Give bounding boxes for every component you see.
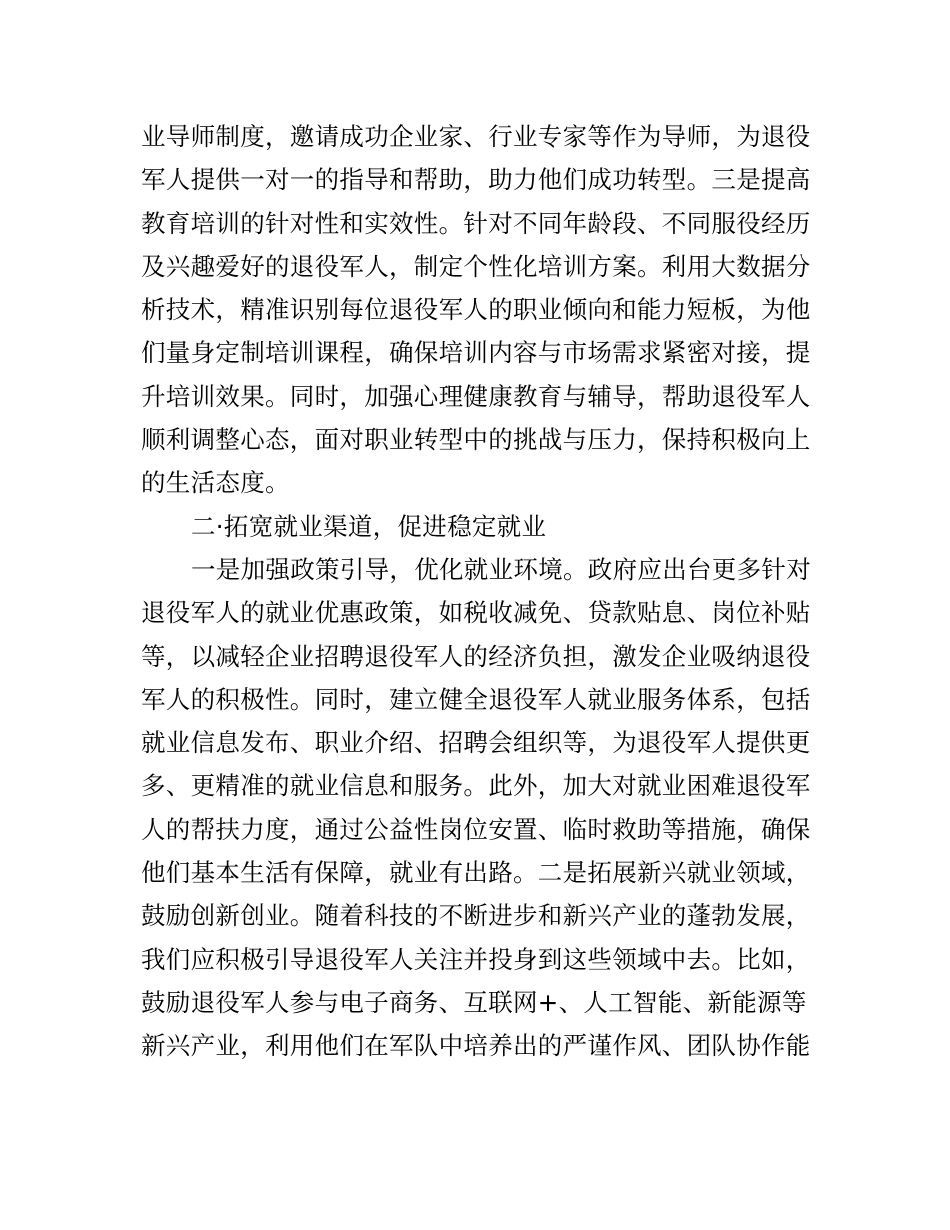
paragraph-line: 们量身定制培训课程，确保培训内容与市场需求紧密对接，提 [141,338,811,368]
paragraph-line: 我们应积极引导退役军人关注并投身到这些领域中去。比如， [141,944,811,974]
paragraph-line: 教育培训的针对性和实效性。针对不同年龄段、不同服役经历 [141,208,811,238]
paragraph-line: 就业信息发布、职业介绍、招聘会组织等，为退役军人提供更 [141,728,811,758]
paragraph-line: 顺利调整心态，面对职业转型中的挑战与压力，保持积极向上 [141,425,811,455]
paragraph-line: 升培训效果。同时，加强心理健康教育与辅导，帮助退役军人 [141,381,811,411]
paragraph-line: 析技术，精准识别每位退役军人的职业倾向和能力短板，为他 [141,295,811,325]
paragraph-line: 多、更精准的就业信息和服务。此外，加大对就业困难退役军 [141,771,811,801]
paragraph-line: 军人提供一对一的指导和帮助，助力他们成功转型。三是提高 [141,165,811,195]
paragraph-line: 退役军人的就业优惠政策，如税收减免、贷款贴息、岗位补贴 [141,598,811,628]
paragraph-line: 及兴趣爱好的退役军人，制定个性化培训方案。利用大数据分 [141,251,811,281]
paragraph-line: 业导师制度，邀请成功企业家、行业专家等作为导师，为退役 [141,122,811,151]
section-heading: 二·拓宽就业渠道，促进稳定就业 [191,511,547,541]
paragraph-line: 军人的积极性。同时，建立健全退役军人就业服务体系，包括 [141,684,811,714]
paragraph-line: 新兴产业，利用他们在军队中培养出的严谨作风、团队协作能 [141,1031,811,1061]
paragraph-line: 一是加强政策引导，优化就业环境。政府应出台更多针对 [191,554,811,584]
paragraph-line: 人的帮扶力度，通过公益性岗位安置、临时救助等措施，确保 [141,814,811,844]
paragraph-line: 他们基本生活有保障，就业有出路。二是拓展新兴就业领域， [141,858,811,888]
paragraph-line: 鼓励退役军人参与电子商务、互联网+、人工智能、新能源等 [141,987,807,1017]
document-body [141,115,821,1068]
paragraph-line: 的生活态度。 [141,468,290,498]
paragraph-line: 鼓励创新创业。随着科技的不断进步和新兴产业的蓬勃发展， [141,901,811,931]
paragraph-line: 等，以减轻企业招聘退役军人的经济负担，激发企业吸纳退役 [141,641,811,671]
